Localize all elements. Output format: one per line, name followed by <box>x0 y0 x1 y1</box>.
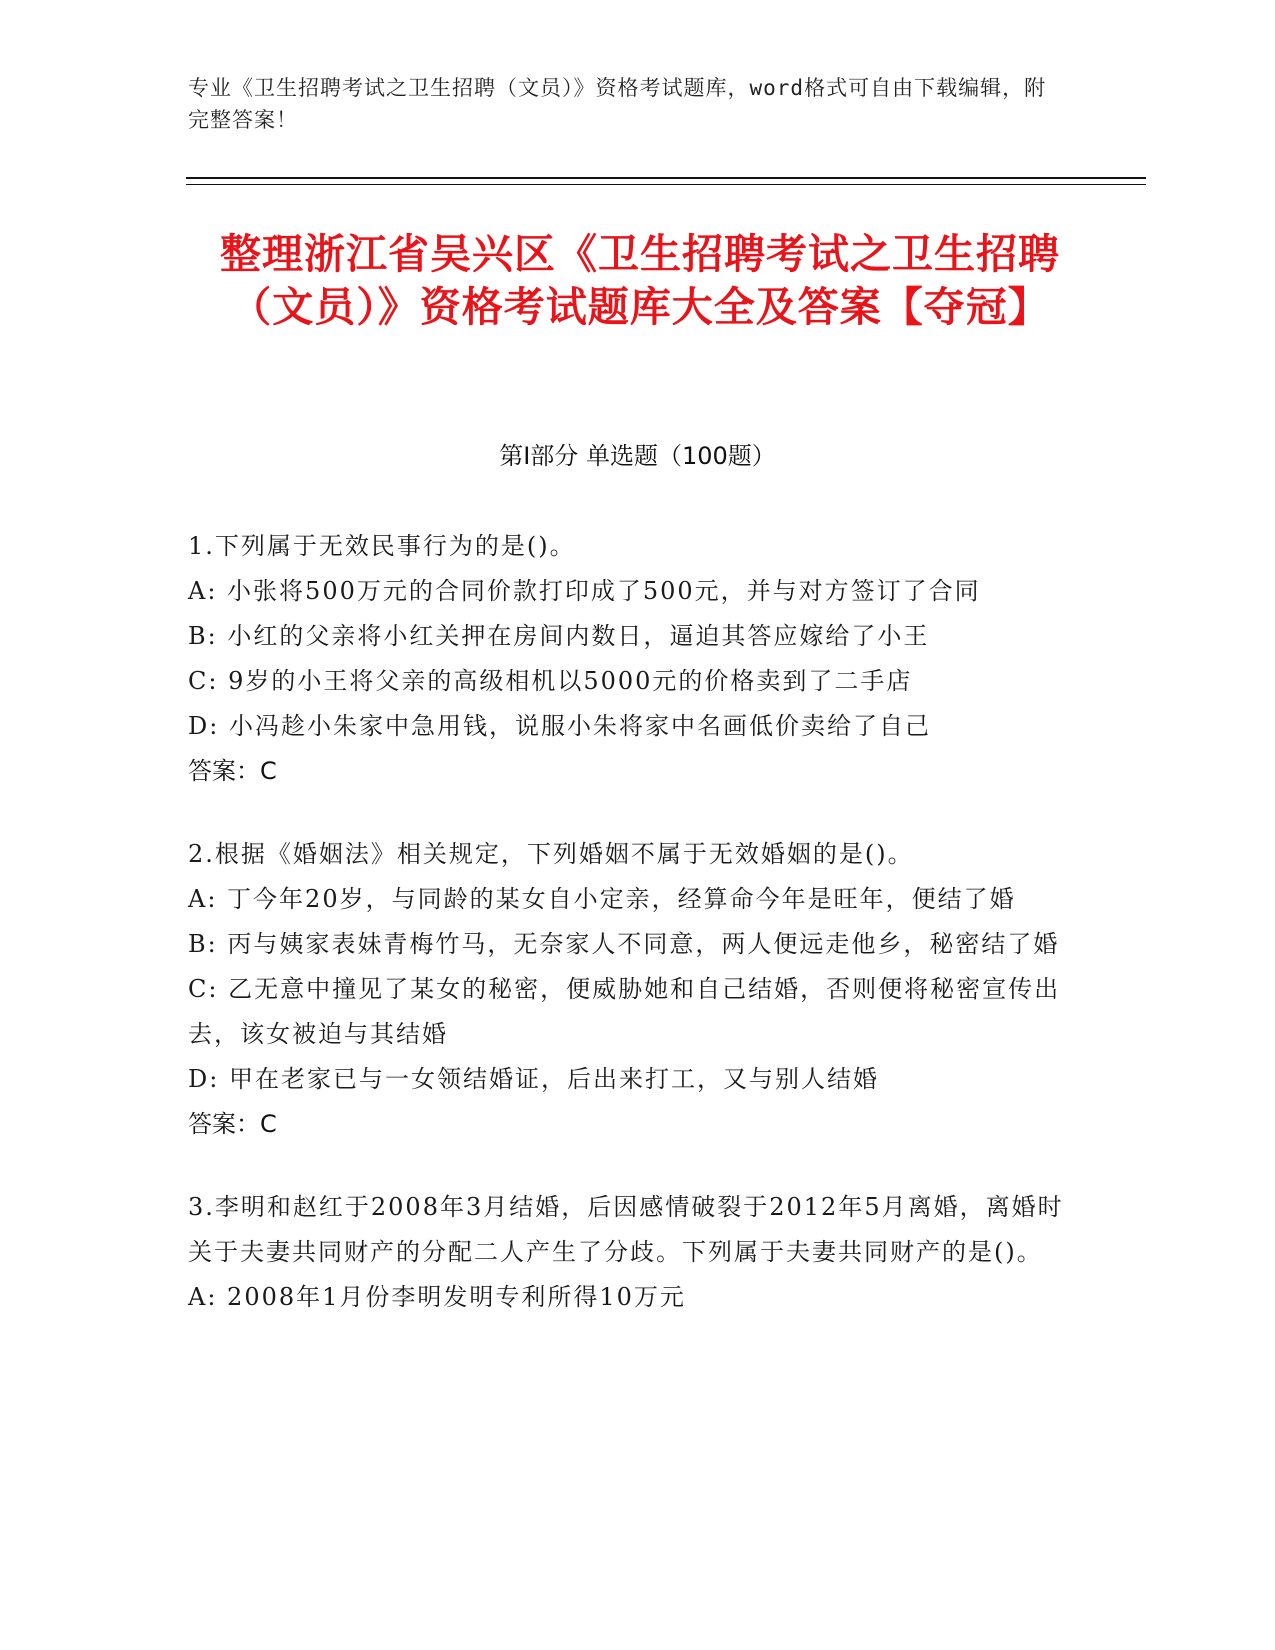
option-a: A: 小张将500万元的合同价款打印成了500元，并与对方签订了合同 <box>188 577 981 605</box>
question-stem: 2.根据《婚姻法》相关规定，下列婚姻不属于无效婚姻的是()。 <box>188 840 914 868</box>
question-list <box>188 524 1068 1358</box>
option-a: A: 丁今年20岁，与同龄的某女自小定亲，经算命今年是旺年，便结了婚 <box>188 885 1016 913</box>
section-heading: 第Ⅰ部分 单选题（100题） <box>499 442 776 470</box>
option-a: A: 2008年1月份李明发明专利所得10万元 <box>188 1283 686 1311</box>
question-stem: 1.下列属于无效民事行为的是()。 <box>188 532 576 560</box>
option-c: C: 9岁的小王将父亲的高级相机以5000元的价格卖到了二手店 <box>188 667 913 695</box>
question-stem: 3.李明和赵红于2008年3月结婚，后因感情破裂于2012年5月离婚，离婚时关于夫妻共同财产的分配二人产生了分歧。下列属于夫妻共同财产的是()。 <box>188 1193 1064 1266</box>
answer-line: 答案：C <box>188 1110 277 1138</box>
option-b: B: 小红的父亲将小红关押在房间内数日，逼迫其答应嫁给了小王 <box>188 622 930 650</box>
question-3 <box>188 1185 1068 1320</box>
option-d: D: 小冯趁小朱家中急用钱，说服小朱将家中名画低价卖给了自己 <box>188 712 931 740</box>
header-divider-thick <box>186 177 1146 179</box>
answer-line: 答案：C <box>188 757 277 785</box>
header-divider-thin <box>186 184 1146 185</box>
document-title: 整理浙江省吴兴区《卫生招聘考试之卫生招聘（文员）》资格考试题库大全及答案【夺冠】 <box>220 230 1060 331</box>
question-1 <box>188 524 1068 794</box>
option-c: C: 乙无意中撞见了某女的秘密，便威胁她和自己结婚，否则便将秘密宣传出去，该女被迫与其结婚 <box>188 975 1061 1048</box>
option-d: D: 甲在老家已与一女领结婚证，后出来打工，又与别人结婚 <box>188 1065 879 1093</box>
header-note: 专业《卫生招聘考试之卫生招聘（文员）》资格考试题库，word格式可自由下载编辑，附完整答案！ <box>188 76 1047 132</box>
option-b: B: 丙与姨家表妹青梅竹马，无奈家人不同意，两人便远走他乡，秘密结了婚 <box>188 930 1060 958</box>
question-2 <box>188 832 1068 1147</box>
